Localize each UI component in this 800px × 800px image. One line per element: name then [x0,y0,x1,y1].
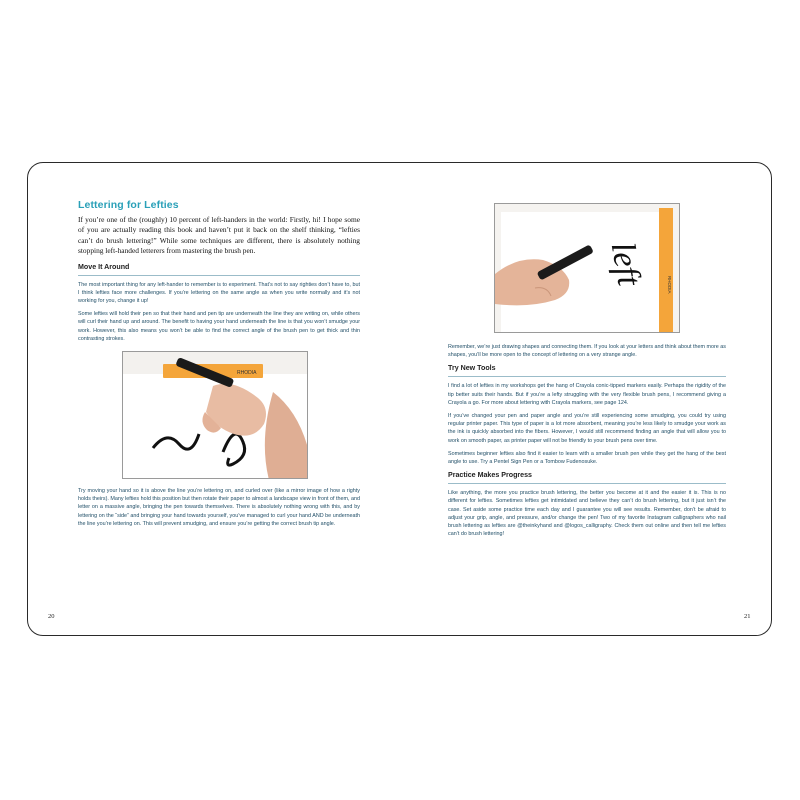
page-number-right: 21 [744,613,751,620]
page-title: Lettering for Lefties [78,199,179,211]
lettered-word: left [603,239,648,289]
section-heading-try-new-tools: Try New Tools [448,364,496,373]
heading-divider [448,376,726,377]
intro-paragraph: If you’re one of the (roughly) 10 percent of left-handers in the world: Firstly, hi! I hope some of you are actually reading this book and haven’t put it back on the shelf thinking, “lefties can’t do brush lettering!” While some techniques are different, there is absolutely nothing stopping left-handed letterers from mastering the brush pen. [78,215,360,256]
body-paragraph: Some lefties will hold their pen so that their hand and pen tip are underneath the line they are writing on, while others will curl their hand up and around. The benefit to having your hand underneath the line is that you won’t smudge your work. However, this also means you won’t be able to find the correct angle of the brush pen to get thick and thin contrasting strokes. [78,311,360,342]
book-spread [27,162,772,636]
section-heading-move-it-around: Move It Around [78,262,130,271]
photo-lefty-writing-left [494,203,680,333]
photo-lefty-hand-above-line [122,351,308,479]
section-heading-practice-makes-progress: Practice Makes Progress [448,471,532,480]
body-paragraph: Try moving your hand so it is above the line you’re lettering on, and curled over (like a mirror image of how a righty holds theirs). Many lefties hold this position but then rotate their paper to almost a landscape view in front of them, and letter on a massive angle, bringing the pen towards themselves. There is absolutely nothing wrong with this, and by lettering on the “side” and bringing your hand towards yourself, you’ve managed to curl your hand AND be underneath the line you’re lettering on. This will prevent smudging, and ensure you’re getting the correct brush tip angle. [78,488,360,527]
body-paragraph: I find a lot of lefties in my workshops get the hang of Crayola conic-tipped markers easily. Perhaps the rigidity of the tip better suits their hands. But if you’re a lefty struggling with the very flexible brush pens, I recommend giving a Crayola a go. For more about lettering with Crayola markers, see page 124. [448,383,726,406]
left-page [78,199,360,533]
body-paragraph: The most important thing for any left-hander to remember is to experiment. That’s not to say righties don’t have to, but I think lefties face more challenges. If you’re lettering on the same angle as when you write normally and it’s not working for you, change it up! [78,281,360,305]
body-paragraph: Sometimes beginner lefties also find it easier to learn with a smaller brush pen while they get the hang of the best angle to use. Try a Pentel Sign Pen or a Tombow Fudenosuke. [448,450,726,466]
pad-brand-label: RHODIA [667,276,672,294]
body-paragraph: If you’ve changed your pen and paper angle and you’re still experiencing some smudging, you could try using regular printer paper. This type of paper is a lot more absorbent, meaning you’re less likely to smudge your work as the ink is quickly absorbed into the fibers. However, I would still recommend finding an angle that will allow you to work on smooth paper, as printer paper will not be friendly to your brush pens over time. [448,413,726,444]
heading-divider [448,483,726,484]
pad-brand-label: RHODIA [237,370,257,377]
page-number-left: 20 [48,613,55,620]
body-paragraph: Remember, we’re just drawing shapes and connecting them. If you look at your letters and think about them more as shapes, you’ll be more open to the concept of lettering on a very strange angle. [448,344,726,359]
right-page [448,199,726,543]
body-paragraph: Like anything, the more you practice brush lettering, the better you become at it and the easier it is. This is no different for lefties. Sometimes lefties get intimidated and believe they can’t do brush lettering, but it just isn’t the case. Set aside some practice time each day and I guarantee you will see results. Remember, don’t be afraid to adjust your grip, angle, and pressure, and/or change the pen! Two of my favorite Instagram calligraphers who nail brush lettering as lefties are @theinkyhand and @logos_calligraphy. Check them out online and then tell me lefties can’t do brush lettering! [448,490,726,538]
heading-divider [78,275,360,276]
